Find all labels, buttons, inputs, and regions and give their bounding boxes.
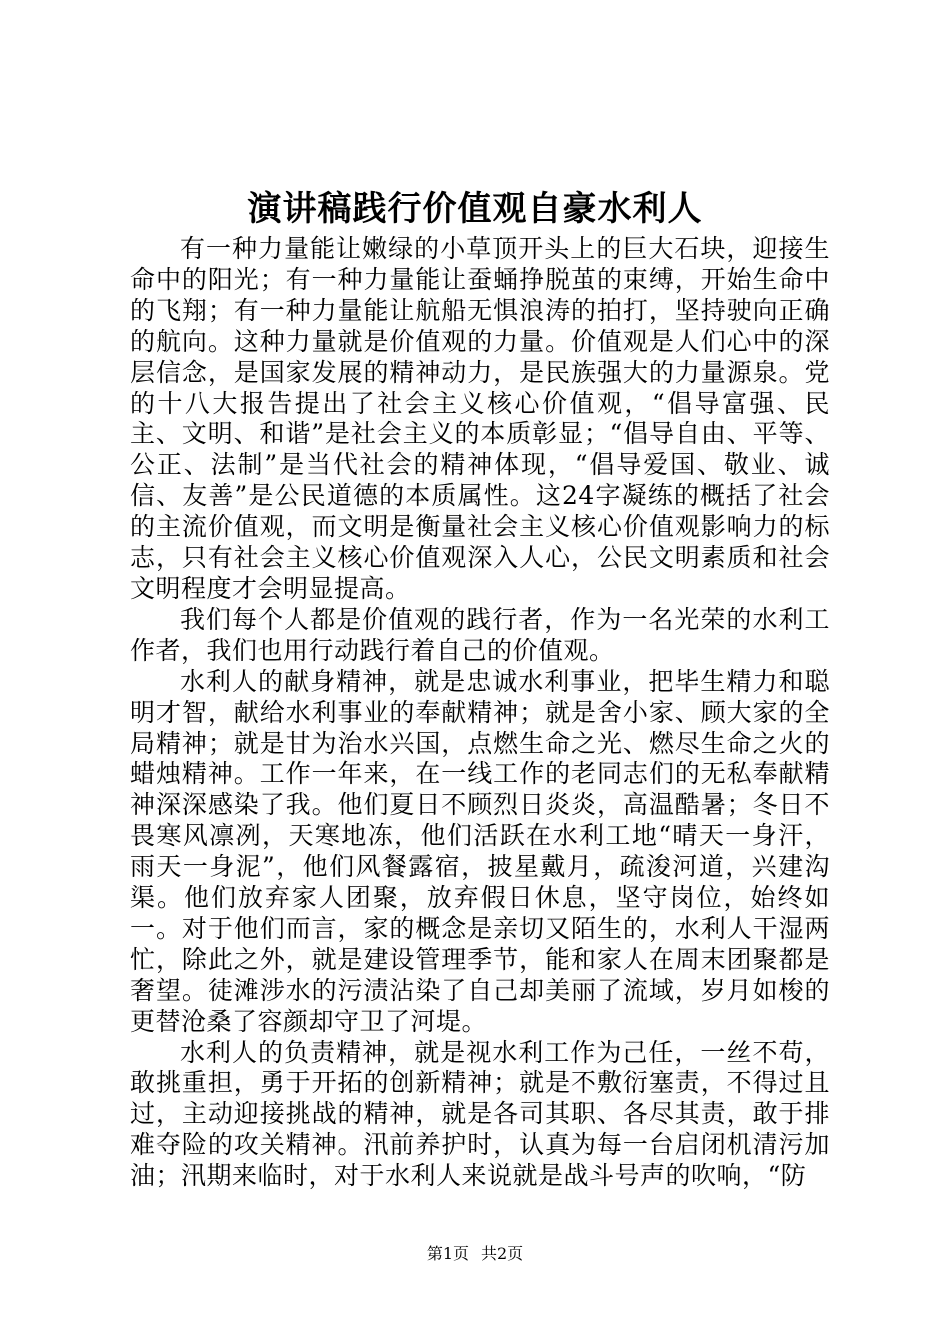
paragraph: 有一种力量能让嫩绿的小草顶开头上的巨大石块，迎接生命中的阳光；有一种力量能让蚕蛹挣脱茧的束缚，开始生命中的飞翔；有一种力量能让航船无惧浪涛的拍打，坚持驶向正确的航向。这种力量就是价值观的力量。价值观是人们心中的深层信念，是国家发展的精神动力，是民族强大的力量源泉。党的十八大报告提出了社会主义核心价值观，“倡导富强、民主、文明、和谐”是社会主义的本质彰显；“倡导自由、平等、公正、法制”是当代社会的精神体现，“倡导爱国、敬业、诚信、友善”是公民道德的本质属性。这24字凝练的概括了社会的主流价值观，而文明是衡量社会主义核心价值观影响力的标志，只有社会主义核心价值观深入人心，公民文明素质和社会文明程度才会明显提高。 — [130, 234, 830, 603]
paragraph: 水利人的负责精神，就是视水利工作为己任，一丝不苟，敢挑重担，勇于开拓的创新精神；就是不敷衍塞责，不得过且过，主动迎接挑战的精神，就是各司其职、各尽其责，敢于排难夺险的攻关精神。汛前养护时，认真为每一台启闭机清污加油；汛期来临时，对于水利人来说就是战斗号声的吹响，“防 — [130, 1037, 830, 1191]
document-title: 演讲稿践行价值观自豪水利人 — [247, 189, 703, 229]
paragraph: 我们每个人都是价值观的践行者，作为一名光荣的水利工作者，我们也用行动践行着自己的价值观。 — [130, 604, 830, 665]
document-body — [130, 234, 830, 1192]
page-footer — [0, 1243, 950, 1265]
page-number: 第1页 — [426, 1244, 469, 1263]
paragraph: 水利人的献身精神，就是忠诚水利事业，把毕生精力和聪明才智，献给水利事业的奉献精神；就是舍小家、顾大家的全局精神；就是甘为治水兴国，点燃生命之光、燃尽生命之火的蜡烛精神。工作一年来，在一线工作的老同志们的无私奉献精神深深感染了我。他们夏日不顾烈日炎炎，高温酷暑；冬日不畏寒风凛冽，天寒地冻，他们活跃在水利工地“晴天一身汗，雨天一身泥”，他们风餐露宿，披星戴月，疏浚河道，兴建沟渠。他们放弃家人团聚，放弃假日休息，坚守岗位，始终如一。对于他们而言，家的概念是亲切又陌生的，水利人干湿两忙，除此之外，就是建设管理季节，能和家人在周末团聚都是奢望。徒滩涉水的污渍沾染了自己却美丽了流域，岁月如梭的更替沧桑了容颜却守卫了河堤。 — [130, 666, 830, 1036]
total-pages: 共2页 — [481, 1244, 524, 1263]
